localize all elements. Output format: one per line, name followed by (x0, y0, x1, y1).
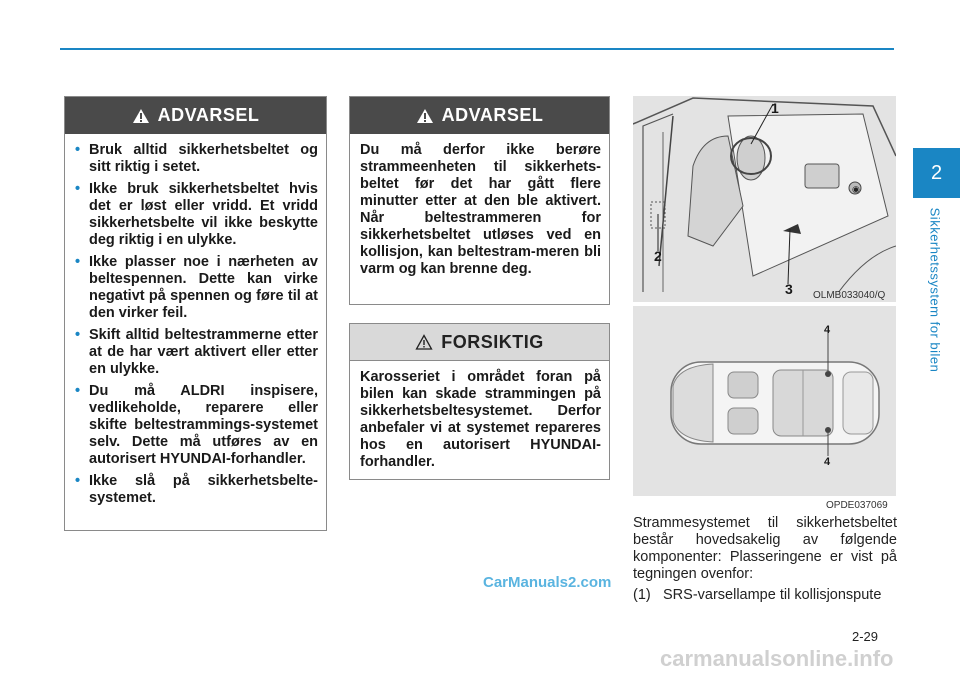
top-rule (60, 48, 894, 50)
footer-watermark: carmanualsonline.info (660, 646, 894, 671)
page-number: 2-29 (852, 629, 879, 644)
list-item: • Ikke bruk sikkerhetsbeltet hvis det er løst eller vridd. Et vridd sikkerhetsbelte vil ikke beskytte deg riktig i en ulykke. (75, 181, 318, 248)
svg-text:◉: ◉ (852, 184, 860, 194)
callout-4-bottom: 4 (824, 456, 831, 468)
callout-2: 2 (654, 248, 662, 264)
body-text (633, 515, 897, 604)
warning-header: ADVARSEL (350, 97, 609, 134)
caution-box (349, 323, 610, 480)
warning-triangle-icon (416, 108, 434, 124)
list-item: (1) SRS-varsellampe til kollisjonspute (633, 587, 882, 603)
car-interior-drawing (633, 96, 896, 302)
callout-3: 3 (785, 281, 793, 297)
list-item: • Bruk alltid sikkerhetsbeltet og sitt riktig i setet. (75, 142, 318, 175)
car-top-view-drawing (633, 306, 896, 496)
callout-1: 1 (771, 100, 779, 116)
caution-header: FORSIKTIG (350, 324, 609, 361)
figure1-caption: OLMB033040/Q (813, 290, 886, 301)
list-item: • Ikke plasser noe i nærheten av beltespennen. Dette kan virke negativt på spennen og føre til at den virker feil. (75, 254, 318, 321)
warning-header: ADVARSEL (65, 97, 326, 134)
list-item: • Du må ALDRI inspisere, vedlikeholde, reparere eller skifte beltestrammings-systemet selv. Dette må utføres av en autorisert HYUNDAI-forhandler. (75, 383, 318, 467)
chapter-number: 2 (930, 161, 943, 184)
watermark: CarManuals2.com (483, 574, 612, 591)
warning-triangle-icon (132, 108, 150, 124)
body-intro: Strammesystemet til sikkerhetsbeltet består hovedsakelig av følgende komponenter: Plasseringene er vist på tegningen ovenfor: (633, 515, 897, 582)
list-item: • Ikke slå på sikkerhetsbelte-systemet. (75, 473, 318, 506)
caution-body: Karosseriet i området foran på bilen kan skade strammingen på sikkerhetsbeltesystemet. Derfor anbefaler vi at systemet repareres hos en autorisert HYUNDAI-forhandler. (360, 369, 601, 470)
warning-box-middle (349, 96, 610, 305)
callout-4-top: 4 (824, 324, 831, 336)
warning-body: Du må derfor ikke berøre strammeenheten til sikkerhets-beltet før det har gått flere minutter etter at den ble aktivert. Når beltestrammeren for sikkerhetsbeltet utløses ved en kollisjon, kan beltestram-meren bli varm og kan brenne deg. (360, 142, 601, 277)
chapter-tab (913, 148, 960, 198)
car-top-view-illustration (633, 306, 896, 496)
car-interior-illustration (633, 96, 896, 302)
figure2-caption: OPDE037069 (826, 500, 888, 511)
chapter-title: Sikkerhetssystem for bilen (927, 207, 943, 373)
caution-triangle-icon (415, 334, 433, 350)
warning-body (65, 134, 326, 520)
warning-box-left (64, 96, 327, 531)
list-item: • Skift alltid beltestrammerne etter at de har vært aktivert eller etter en ulykke. (75, 327, 318, 377)
